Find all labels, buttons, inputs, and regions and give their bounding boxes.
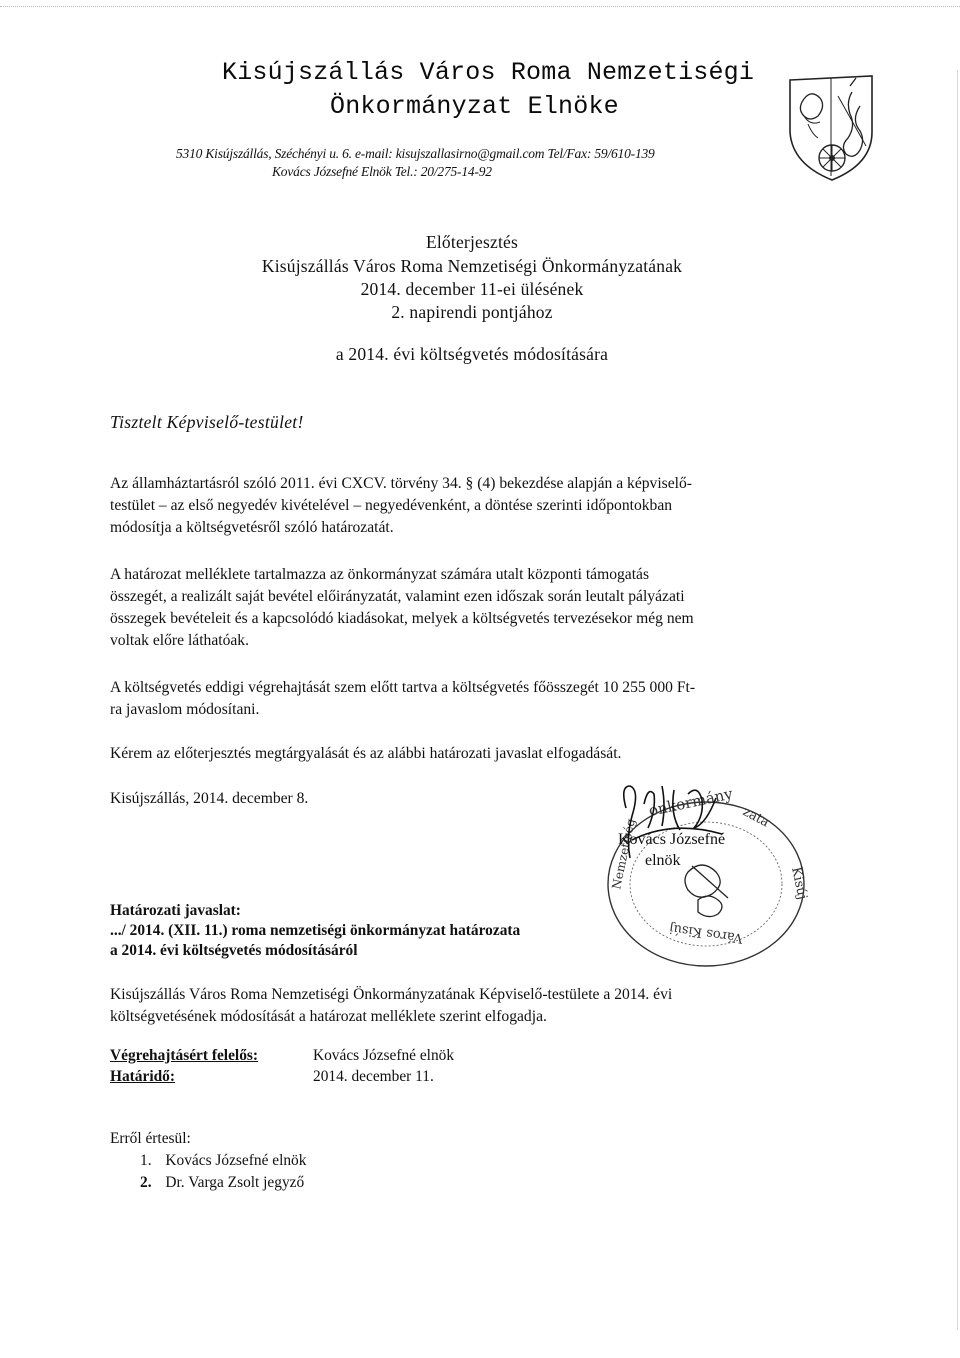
letterhead-title-line1: Kisújszállás Város Roma Nemzetiségi: [222, 58, 755, 87]
body-line: A költségvetés eddigi végrehajtását szem előtt tartva a költségvetés főösszegét 10 255 000 Ft-: [110, 679, 696, 696]
resolution-line: költségvetésének módosítását a határozat melléklete szerint elfogadja.: [110, 1008, 547, 1025]
heading-line1: Előterjesztés: [425, 232, 518, 252]
notify-item: [140, 1172, 304, 1194]
document-date: Kisújszállás, 2014. december 8.: [110, 790, 309, 807]
notify-item-number: 2.: [140, 1174, 152, 1191]
letterhead-contact: Kovács Józsefné Elnök Tel.: 20/275-14-92: [272, 164, 492, 179]
signature-role: elnök: [645, 852, 681, 869]
notify-item-number: 1.: [140, 1152, 152, 1169]
body-line: voltak előre láthatóak.: [110, 632, 249, 649]
svg-text:Kisúj: Kisúj: [788, 865, 810, 902]
resolution-line: Kisújszállás Város Roma Nemzetiségi Önkormányzatának Képviselő-testülete a 2014. évi: [110, 986, 673, 1003]
heading-line2: Kisújszállás Város Roma Nemzetiségi Önkormányzatának: [261, 256, 683, 276]
resolution-subject: a 2014. évi költségvetés módosításáról: [110, 942, 358, 959]
resolution-number: .../ 2014. (XII. 11.) roma nemzetiségi önkormányzat határozata: [110, 922, 521, 939]
scan-artifact-top: [0, 6, 960, 8]
body-line: módosítja a költségvetésről szóló határozatát.: [110, 519, 394, 536]
body-paragraph-4: [110, 743, 842, 765]
responsible-value: Kovács Józsefné elnök: [313, 1047, 455, 1064]
letterhead-title-line2: Önkormányzat Elnöke: [330, 92, 619, 121]
svg-text:Nemzetiség: Nemzetiség: [609, 817, 638, 891]
body-line: A határozat melléklete tartalmazza az önkormányzat számára utalt központi támogatás: [110, 566, 650, 583]
heading-line4: 2. napirendi pontjához: [391, 302, 553, 322]
body-line: testület – az első negyedév kivételével – negyedévenként, a döntése szerinti időpontokban: [110, 497, 673, 514]
body-line: ra javaslom módosítani.: [110, 701, 260, 718]
body-line: összegek bevételeit és a kapcsolódó kiadásokat, melyek a költségvetés tervezésekor még nem: [110, 610, 694, 627]
resolution-text: [110, 984, 842, 1028]
official-stamp-and-signature: [592, 780, 832, 970]
svg-text:zata: zata: [740, 804, 772, 831]
body-line: összegét, a realizált saját bevétel előirányzatát, valamint ezen időszak során leutalt pályázati: [110, 588, 685, 605]
body-line: Az államháztartásról szóló 2011. évi CXCV. törvény 34. § (4) bekezdése alapján a képviselő-: [110, 475, 692, 492]
notify-item-name: Kovács Józsefné elnök: [165, 1152, 307, 1169]
heading-subject: a 2014. évi költségvetés módosítására: [335, 344, 609, 364]
body-paragraph-3: [110, 677, 842, 721]
deadline-value: 2014. december 11.: [313, 1068, 434, 1085]
notify-item-name: Dr. Varga Zsolt jegyző: [165, 1174, 305, 1191]
body-paragraph-1: [110, 473, 842, 539]
resolution-heading: Határozati javaslat:: [110, 902, 241, 919]
body-line: Kérem az előterjesztés megtárgyalását és az alábbi határozati javaslat elfogadását.: [110, 745, 622, 762]
letterhead-address: 5310 Kisújszállás, Széchényi u. 6. e-mail: kisujszallasirno@gmail.com Tel/Fax: 59/610-139: [176, 146, 655, 161]
signature-name: Kovács Józsefné: [618, 831, 726, 848]
scan-artifact-edge: [957, 70, 958, 1330]
notify-item: [140, 1150, 306, 1172]
responsible-label: Végrehajtásért felelős:: [110, 1047, 258, 1064]
svg-text:onkormány: onkormány: [647, 784, 735, 820]
notify-label: Erről értesül:: [110, 1130, 191, 1147]
coat-of-arms-logo: [780, 72, 880, 184]
body-paragraph-2: [110, 564, 842, 652]
svg-text:Város Kisúj: Város Kisúj: [668, 920, 744, 946]
heading-line3: 2014. december 11-ei ülésének: [360, 279, 584, 299]
salutation: Tisztelt Képviselő-testület!: [110, 412, 304, 432]
deadline-label: Határidő:: [110, 1068, 175, 1085]
